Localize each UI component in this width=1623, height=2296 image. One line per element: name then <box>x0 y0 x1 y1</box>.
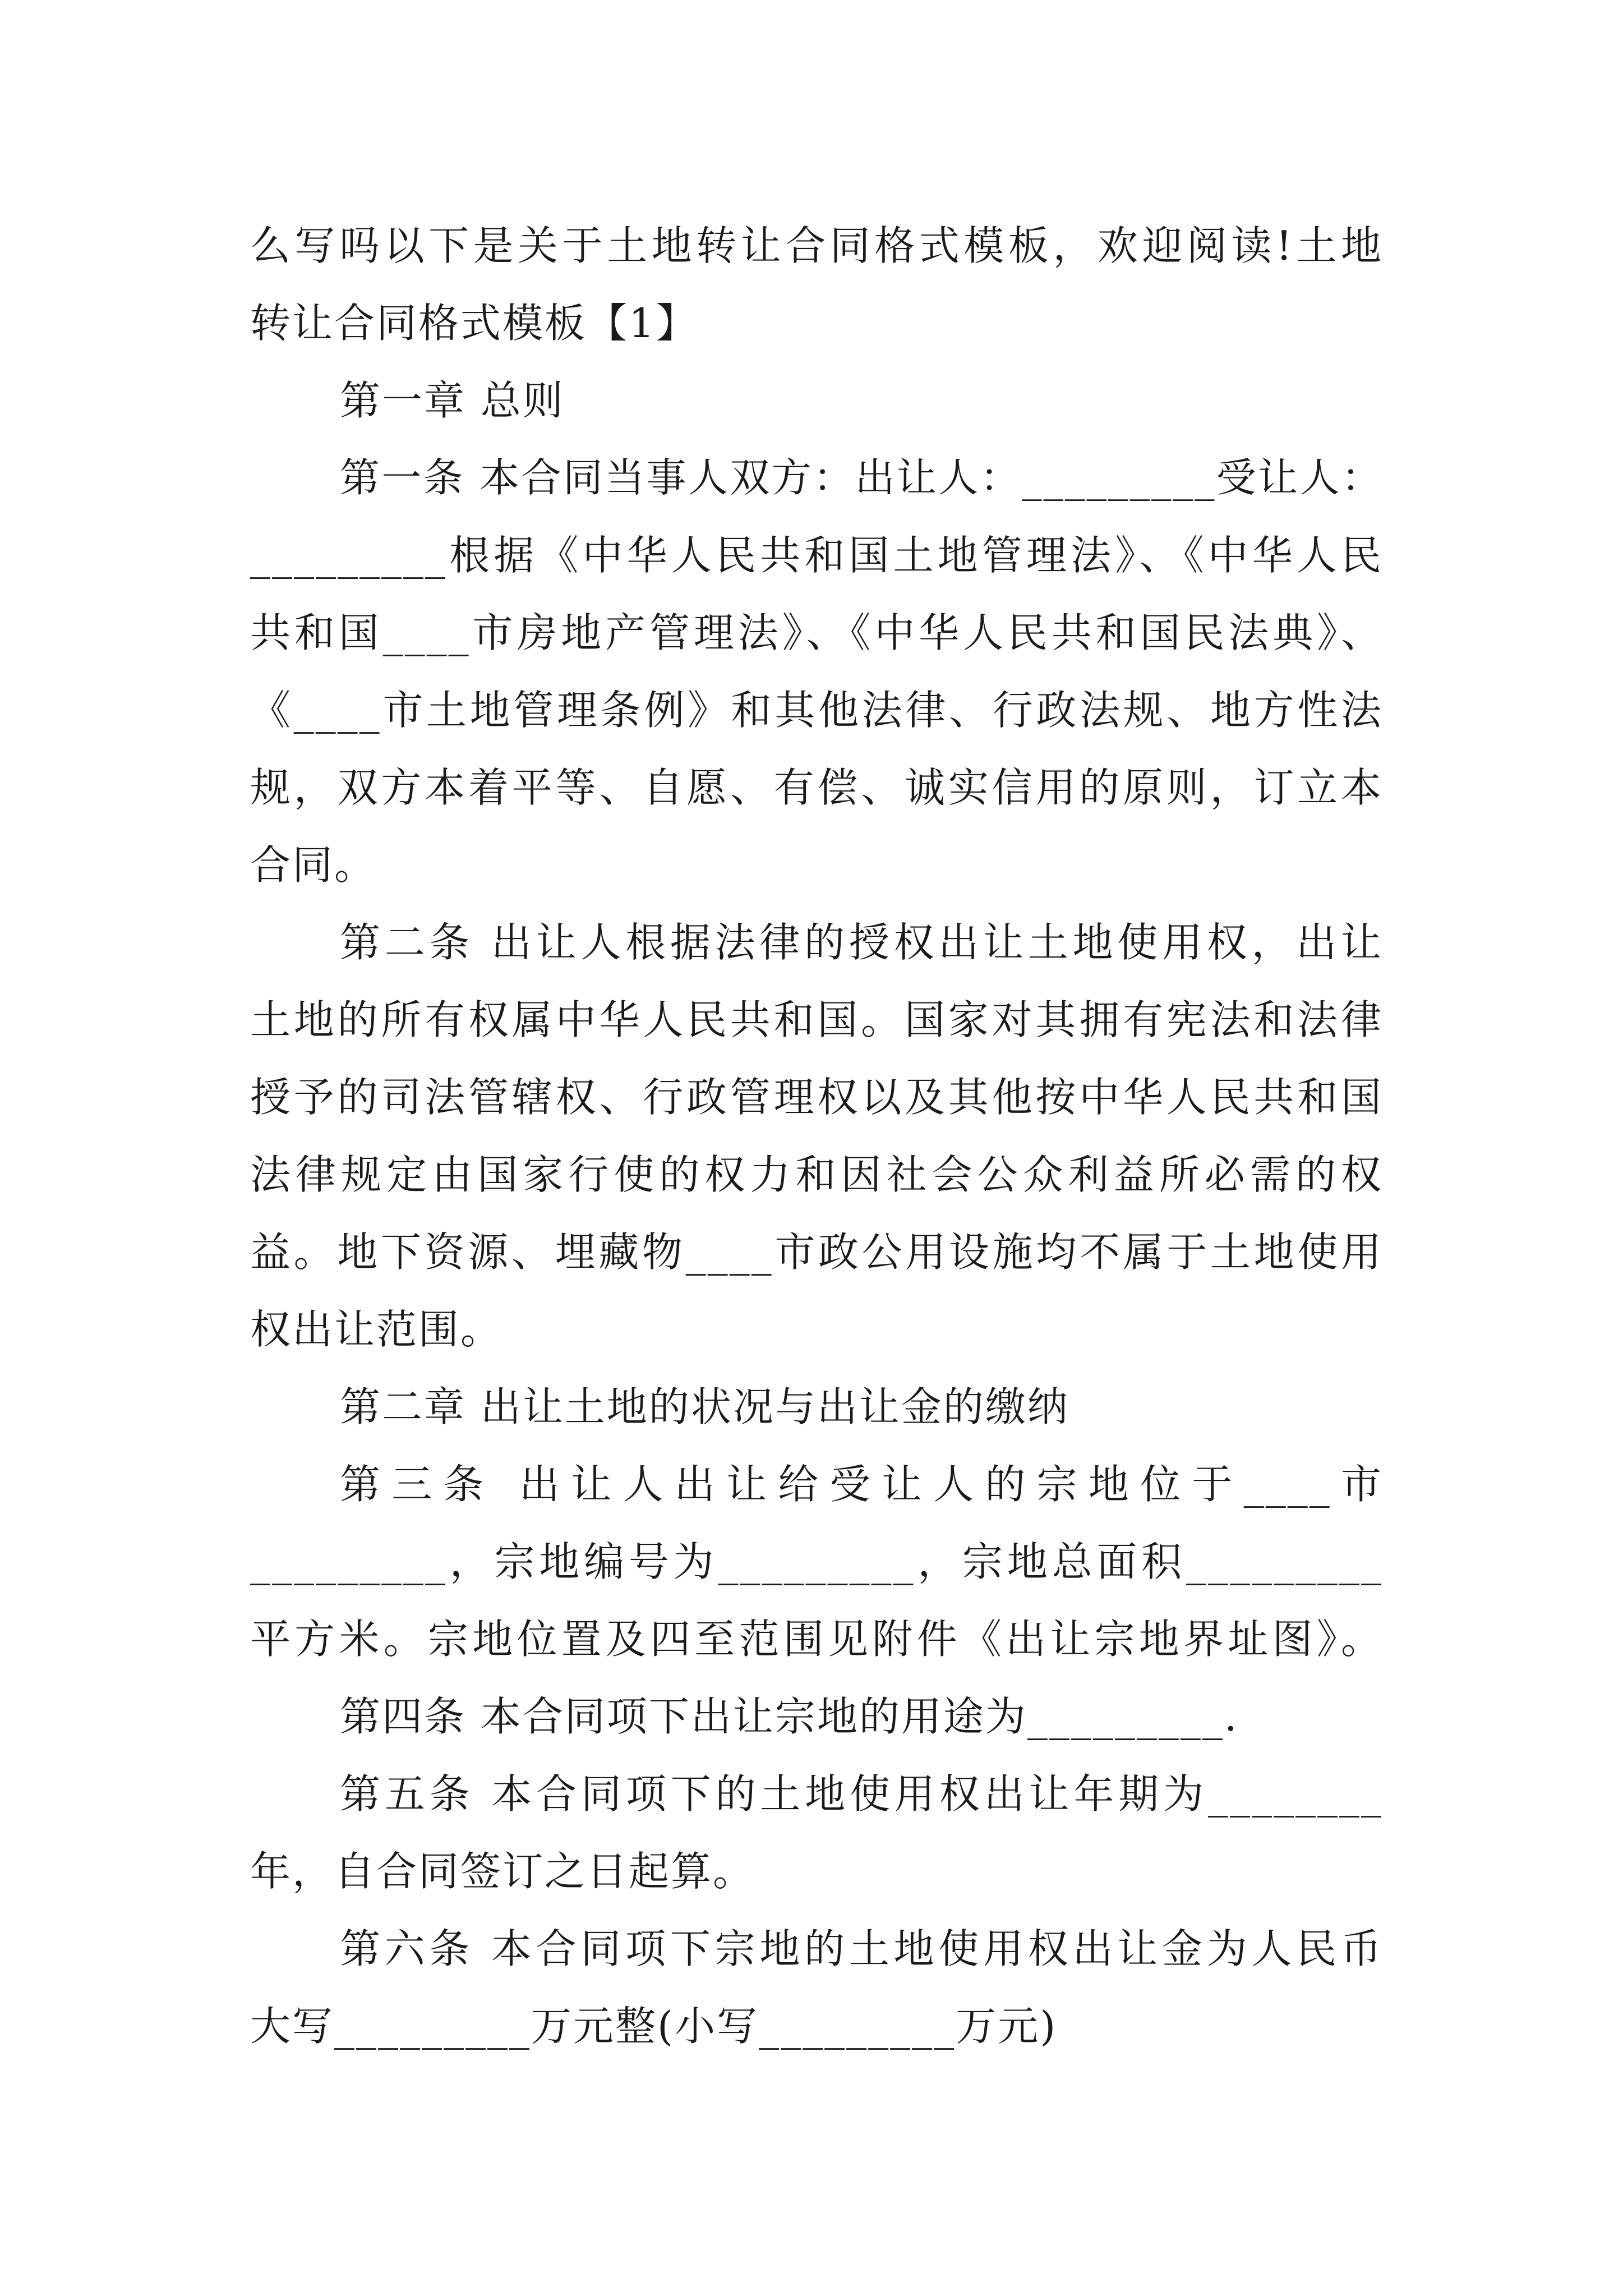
text-line: 第一条 本合同当事人双方：出让人：_________受让人： <box>340 454 1383 501</box>
text-line: 转让合同格式模板【1】 <box>250 300 698 347</box>
text-line: _________，宗地编号为_________，宗地总面积_________ <box>250 1538 1383 1585</box>
text-line: 《____市土地管理条例》和其他法律、行政法规、地方性法 <box>250 687 1383 734</box>
text-line: 平方米。宗地位置及四至范围见附件《出让宗地界址图》。 <box>250 1616 1383 1663</box>
text-line: 益。地下资源、埋藏物____市政公用设施均不属于土地使用 <box>250 1228 1383 1276</box>
text-line: 权出让范围。 <box>250 1306 503 1353</box>
chapter-heading: 第一章 总则 <box>340 377 565 424</box>
text-line: 土地的所有权属中华人民共和国。国家对其拥有宪法和法律 <box>250 996 1383 1043</box>
text-line: 共和国____市房地产管理法》、《中华人民共和国民法典》、 <box>250 609 1383 656</box>
text-line: 合同。 <box>250 841 377 889</box>
text-line: 第六条 本合同项下宗地的土地使用权出让金为人民币 <box>340 1925 1383 1972</box>
chapter-heading: 第二章 出让土地的状况与出让金的缴纳 <box>340 1383 1069 1430</box>
text-line: 年，自合同签订之日起算。 <box>250 1848 755 1895</box>
text-line: 么写吗以下是关于土地转让合同格式模板，欢迎阅读!土地 <box>250 222 1383 269</box>
text-line: 第三条 出让人出让给受让人的宗地位于____市 <box>340 1461 1383 1508</box>
text-line: 第五条 本合同项下的土地使用权出让年期为________ <box>340 1770 1383 1818</box>
text-line: _________根据《中华人民共和国土地管理法》、《中华人民 <box>250 532 1383 579</box>
text-line: 大写_________万元整(小写_________万元) <box>250 2003 1058 2050</box>
text-line: 授予的司法管辖权、行政管理权以及其他按中华人民共和国 <box>250 1074 1383 1121</box>
text-line: 第二条 出让人根据法律的授权出让土地使用权，出让 <box>340 919 1383 966</box>
text-line: 规，双方本着平等、自愿、有偿、诚实信用的原则，订立本 <box>250 764 1383 811</box>
text-line: 第四条 本合同项下出让宗地的用途为_________. <box>340 1693 1239 1740</box>
text-line: 法律规定由国家行使的权力和因社会公众利益所必需的权 <box>250 1151 1383 1198</box>
